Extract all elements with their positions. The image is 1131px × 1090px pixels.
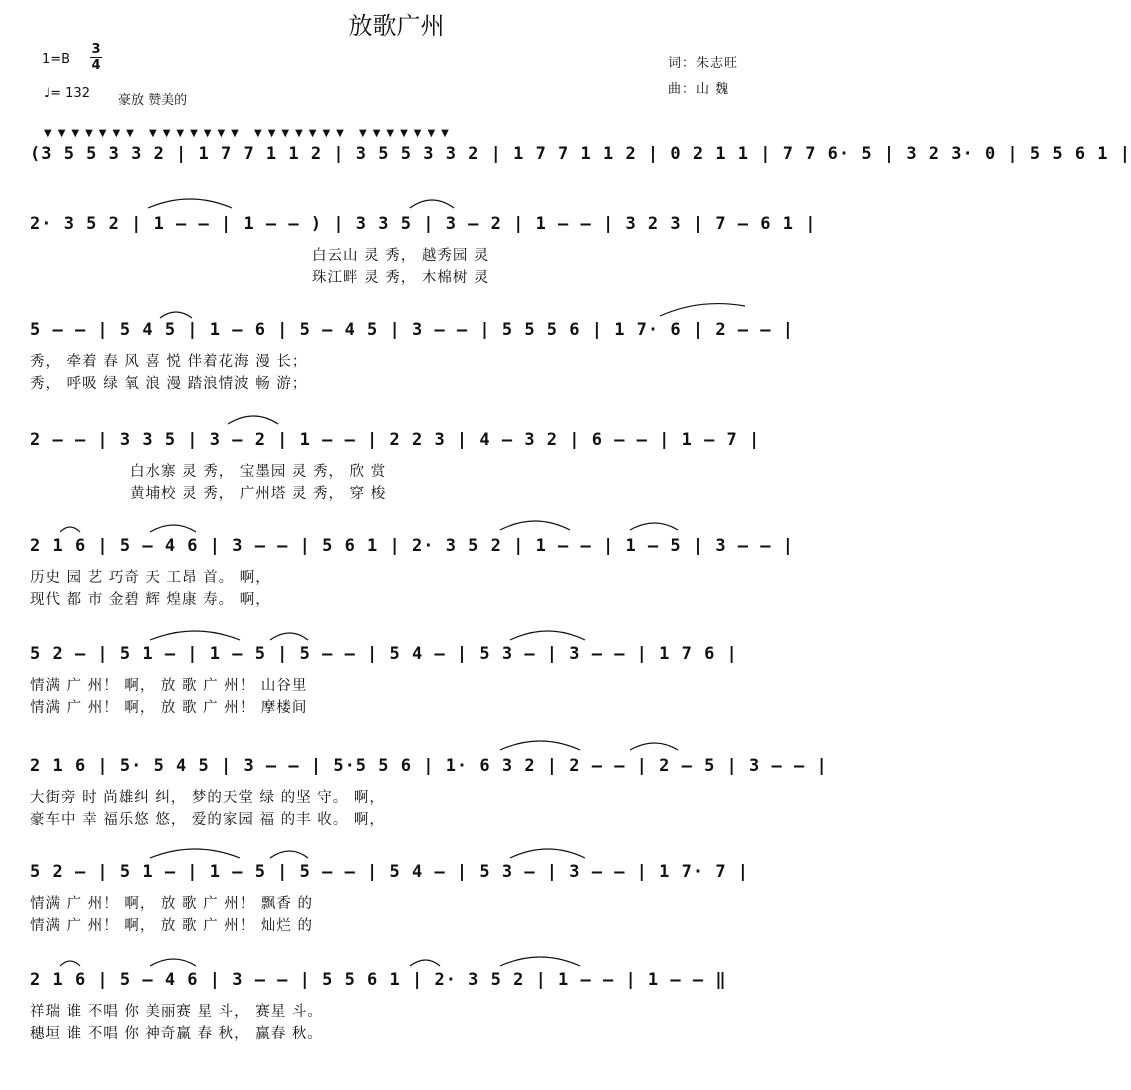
lyrics-verse-1: 情满 广 州！ 啊， 放 歌 广 州！ 飘香 的 [30,896,313,912]
score-line-7 [0,756,828,876]
expression-marking: 豪放 赞美的 [118,93,188,108]
lyrics-verse-2: 豪车中 幸 福乐悠 悠， 爱的家园 福 的丰 收。 啊， [30,812,385,828]
lyrics-verse-2: 秀， 呼吸 绿 氧 浪 漫 踏浪情波 畅 游； [30,376,308,392]
score-line-8 [0,862,793,982]
lyrics-verse-2: 情满 广 州！ 啊， 放 歌 广 州！ 摩楼间 [30,700,308,716]
lyrics-verse-1: 秀， 牵着 春 风 喜 悦 伴着花海 漫 长； [30,354,308,370]
score-line-5 [0,536,793,656]
score-line-notes: 2 1 6 | 5 – 4 6 | 3 – – | 5 5 6 1 | 2· 3 5 2 | 1 – – | 1 – – ‖ [30,970,727,990]
tempo-marking: ♩= 132 [44,86,90,101]
lyrics-verse-2: 穗垣 谁 不唱 你 神奇赢 春 秋， 赢春 秋。 [30,1026,323,1042]
lyrics-verse-1: 情满 广 州！ 啊， 放 歌 广 州！ 山谷里 [30,678,308,694]
composer-credit: 曲：山 魏 [668,82,730,97]
score-line-notes: 5 – – | 5 4 5 | 1 – 6 | 5 – 4 5 | 3 – – | 5 5 5 6 | 1 7· 6 | 2 – – | [30,320,794,340]
score-line-2 [0,214,817,334]
lyrics-verse-1: 白云山 灵 秀， 越秀园 灵 [312,248,490,264]
score-line-9 [0,970,793,1090]
lyrics-verse-2: 情满 广 州！ 啊， 放 歌 广 州！ 灿烂 的 [30,918,313,934]
score-line-notes: 5 2 – | 5 1 – | 1 – 5 | 5 – – | 5 4 – | 5 3 – | 3 – – | 1 7 6 | [30,644,738,664]
score-line-notes: 2 1 6 | 5 – 4 6 | 3 – – | 5 6 1 | 2· 3 5 2 | 1 – – | 1 – 5 | 3 – – | [30,536,794,556]
score-line-3 [0,320,793,440]
score-line-notes: 2 – – | 3 3 5 | 3 – 2 | 1 – – | 2 2 3 | 4 – 3 2 | 6 – – | 1 – 7 | [30,430,761,450]
score-line-notes: 2 1 6 | 5· 5 4 5 | 3 – – | 5·5 5 6 | 1· 6 3 2 | 2 – – | 2 – 5 | 3 – – | [30,756,828,776]
time-signature-bottom: 4 [91,58,101,73]
song-title: 放歌广州 [348,12,445,40]
score-line-4 [0,430,793,550]
accent-marks: ▼▼▼▼▼▼▼ ▼▼▼▼▼▼▼ ▼▼▼▼▼▼▼ ▼▼▼▼▼▼▼ [44,128,455,139]
lyricist-credit: 词：朱志旺 [668,56,739,71]
key-signature: 1=B [42,52,71,67]
score-line-6 [0,644,793,764]
time-signature [90,42,102,73]
lyrics-verse-2: 现代 都 市 金碧 辉 煌康 寿。 啊， [30,592,271,608]
time-signature-top: 3 [91,42,101,57]
score-line-notes: 2· 3 5 2 | 1 – – | 1 – – ) | 3 3 5 | 3 – 2 | 1 – – | 3 2 3 | 7 – 6 1 | [30,214,817,234]
lyrics-verse-1: 祥瑞 谁 不唱 你 美丽赛 星 斗， 赛星 斗。 [30,1004,323,1020]
lyrics-verse-1: 白水寨 灵 秀， 宝墨园 灵 秀， 欣 赏 [130,464,387,480]
lyrics-verse-2: 黄埔校 灵 秀， 广州塔 灵 秀， 穿 梭 [130,486,387,502]
lyrics-verse-2: 珠江畔 灵 秀， 木棉树 灵 [312,270,490,286]
score-line-notes: 5 2 – | 5 1 – | 1 – 5 | 5 – – | 5 4 – | 5 3 – | 3 – – | 1 7· 7 | [30,862,750,882]
lyrics-verse-1: 历史 园 艺 巧奇 天 工昂 首。 啊， [30,570,271,586]
score-line-notes: (3 5 5 3 3 2 | 1 7 7 1 1 2 | 3 5 5 3 3 2 | 1 7 7 1 1 2 | 0 2 1 1 | 7 7 6· 5 | 3 2 3· 0 | 5 5 6 1 | [30,144,1131,164]
lyrics-verse-1: 大街旁 时 尚雄纠 纠， 梦的天堂 绿 的坚 守。 啊， [30,790,385,806]
